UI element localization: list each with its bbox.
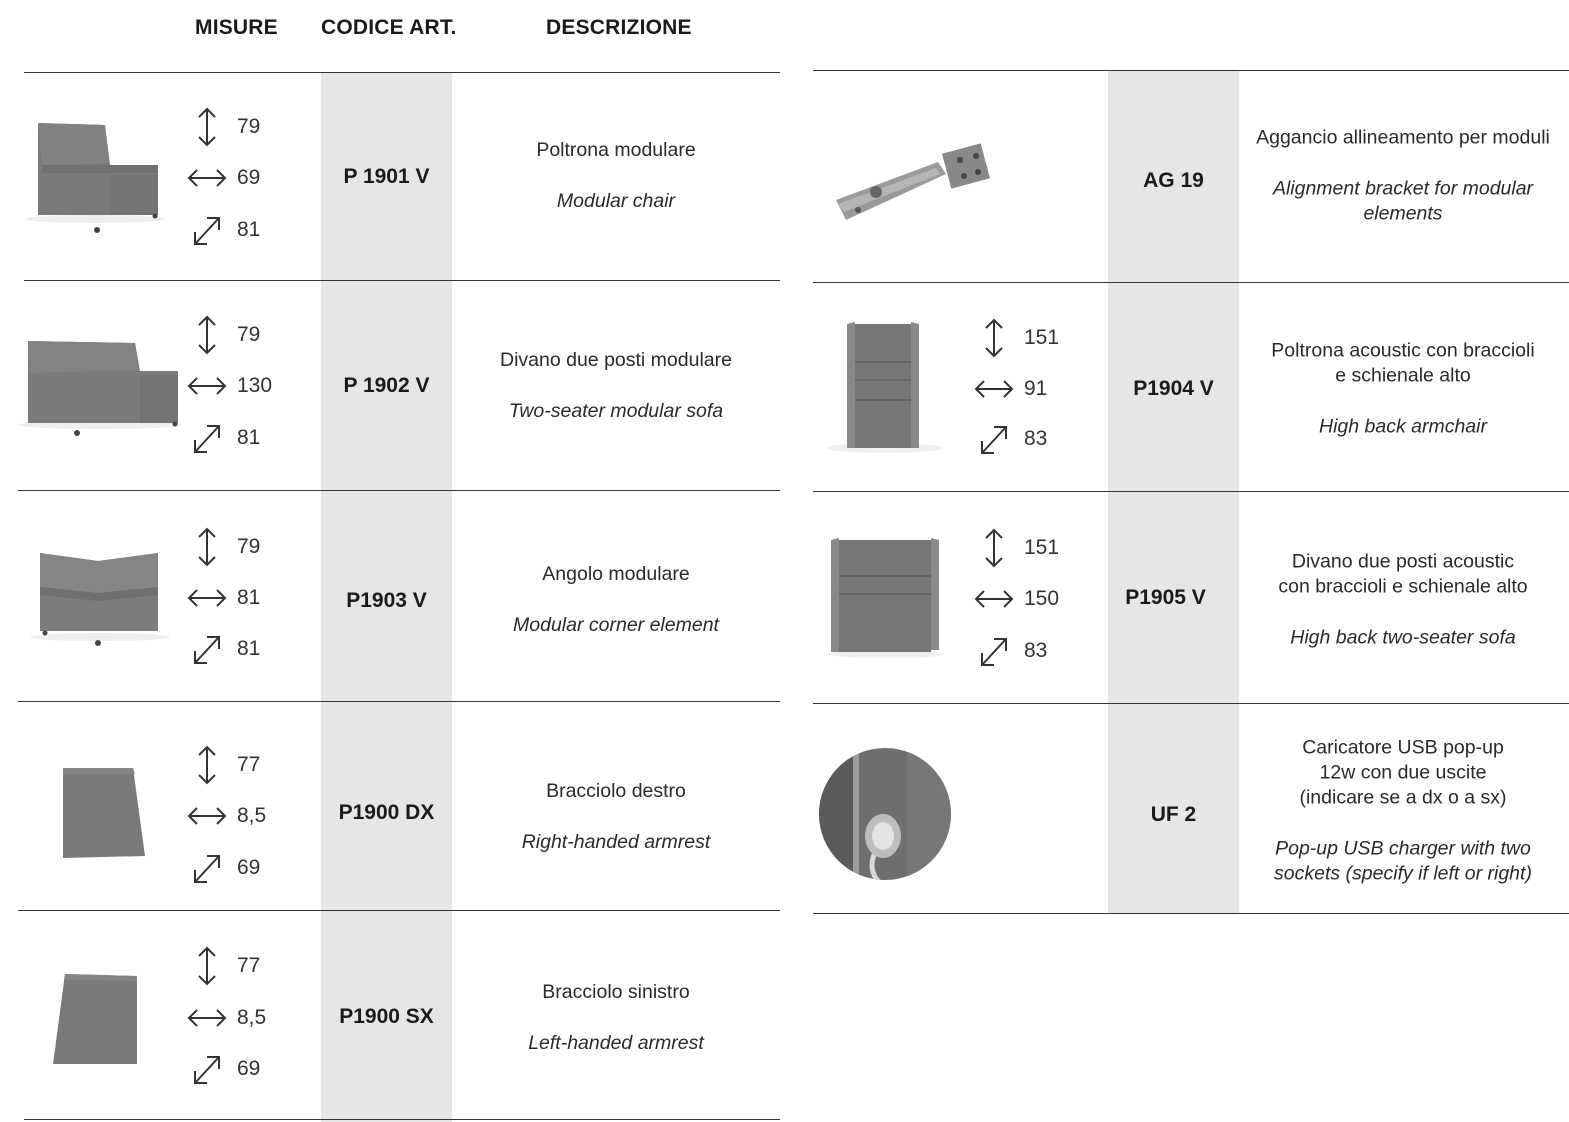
dimension-width: 8,5 bbox=[187, 998, 297, 1038]
product-code: P1900 DX bbox=[338, 801, 435, 824]
dimension-width: 69 bbox=[187, 158, 297, 198]
dimension-depth: 83 bbox=[974, 631, 1084, 671]
divider bbox=[24, 72, 780, 73]
vertical-arrow-icon bbox=[974, 318, 1014, 358]
dimension-width: 150 bbox=[974, 579, 1084, 619]
dimension-width: 8,5 bbox=[187, 796, 297, 836]
dimension-depth: 83 bbox=[974, 419, 1084, 459]
dimension-height: 79 bbox=[187, 315, 297, 355]
vertical-arrow-icon bbox=[187, 946, 227, 986]
vertical-arrow-icon bbox=[187, 315, 227, 355]
product-code: P1900 SX bbox=[339, 1005, 434, 1028]
header-code: CODICE ART. bbox=[321, 16, 457, 39]
header-measures: MISURE bbox=[195, 16, 278, 39]
divider bbox=[813, 282, 1569, 283]
high-back-sofa-image bbox=[825, 532, 947, 662]
product-description: Divano due posti modulare Two-seater modular sofa bbox=[500, 349, 732, 422]
diagonal-arrow-icon bbox=[187, 629, 227, 669]
vertical-arrow-icon bbox=[187, 527, 227, 567]
product-description: Poltrona modulare Modular chair bbox=[536, 139, 696, 212]
dimension-depth: 81 bbox=[187, 210, 297, 250]
modular-chair-image bbox=[20, 115, 165, 235]
product-code: AG 19 bbox=[1143, 169, 1204, 192]
horizontal-arrow-icon bbox=[187, 578, 227, 618]
horizontal-arrow-icon bbox=[187, 998, 227, 1038]
divider bbox=[813, 913, 1569, 914]
vertical-arrow-icon bbox=[187, 107, 227, 147]
dimension-depth: 69 bbox=[187, 848, 297, 888]
product-code: UF 2 bbox=[1150, 803, 1197, 826]
diagonal-arrow-icon bbox=[974, 631, 1014, 671]
horizontal-arrow-icon bbox=[187, 158, 227, 198]
high-back-armchair-image bbox=[825, 318, 945, 458]
product-description: Angolo modulare Modular corner element bbox=[513, 563, 719, 636]
dimension-height: 151 bbox=[974, 318, 1084, 358]
dimension-height: 151 bbox=[974, 528, 1084, 568]
vertical-arrow-icon bbox=[187, 745, 227, 785]
dimension-height: 77 bbox=[187, 745, 297, 785]
usb-charger-image bbox=[817, 746, 953, 882]
product-description: Bracciolo sinistro Left-handed armrest bbox=[528, 981, 704, 1054]
product-code: P1904 V bbox=[1133, 377, 1214, 400]
divider bbox=[24, 1119, 780, 1120]
product-code: P 1902 V bbox=[343, 374, 430, 397]
corner-element-image bbox=[20, 545, 170, 650]
diagonal-arrow-icon bbox=[187, 210, 227, 250]
product-description: Aggancio allineamento per moduli Alignment bracket for modular elements bbox=[1256, 126, 1550, 225]
product-description: Caricatore USB pop-up 12w con due uscite (indicare se a dx o a sx) Pop-up USB charger with two sockets (specify if left or right) bbox=[1274, 736, 1532, 885]
alignment-bracket-image bbox=[828, 140, 993, 235]
divider bbox=[18, 490, 780, 491]
horizontal-arrow-icon bbox=[187, 796, 227, 836]
product-description: Poltrona acoustic con braccioli e schienale alto High back armchair bbox=[1271, 339, 1535, 438]
diagonal-arrow-icon bbox=[974, 419, 1014, 459]
dimension-depth: 69 bbox=[187, 1049, 297, 1089]
header-description: DESCRIZIONE bbox=[546, 16, 692, 39]
horizontal-arrow-icon bbox=[974, 369, 1014, 409]
product-code: P 1901 V bbox=[343, 165, 430, 188]
product-description: Divano due posti acoustic con braccioli e schienale alto High back two-seater sofa bbox=[1278, 550, 1528, 649]
diagonal-arrow-icon bbox=[187, 418, 227, 458]
divider bbox=[813, 491, 1569, 492]
dimension-height: 79 bbox=[187, 527, 297, 567]
divider bbox=[24, 280, 780, 281]
divider bbox=[813, 70, 1569, 71]
dimension-depth: 81 bbox=[187, 418, 297, 458]
divider bbox=[18, 910, 780, 911]
left-armrest-image bbox=[45, 968, 145, 1073]
product-code: P1905 V bbox=[1125, 586, 1206, 609]
vertical-arrow-icon bbox=[974, 528, 1014, 568]
divider bbox=[18, 701, 780, 702]
dimension-width: 130 bbox=[187, 366, 297, 406]
two-seater-sofa-image bbox=[10, 335, 182, 440]
dimension-height: 79 bbox=[187, 107, 297, 147]
product-code: P1903 V bbox=[346, 589, 427, 612]
product-description: Bracciolo destro Right-handed armrest bbox=[521, 780, 711, 853]
dimension-height: 77 bbox=[187, 946, 297, 986]
diagonal-arrow-icon bbox=[187, 848, 227, 888]
horizontal-arrow-icon bbox=[974, 579, 1014, 619]
right-armrest-image bbox=[55, 762, 155, 867]
dimension-width: 81 bbox=[187, 578, 297, 618]
code-column-right bbox=[1108, 70, 1239, 914]
dimension-width: 91 bbox=[974, 369, 1084, 409]
divider bbox=[813, 703, 1569, 704]
dimension-depth: 81 bbox=[187, 629, 297, 669]
diagonal-arrow-icon bbox=[187, 1049, 227, 1089]
horizontal-arrow-icon bbox=[187, 366, 227, 406]
